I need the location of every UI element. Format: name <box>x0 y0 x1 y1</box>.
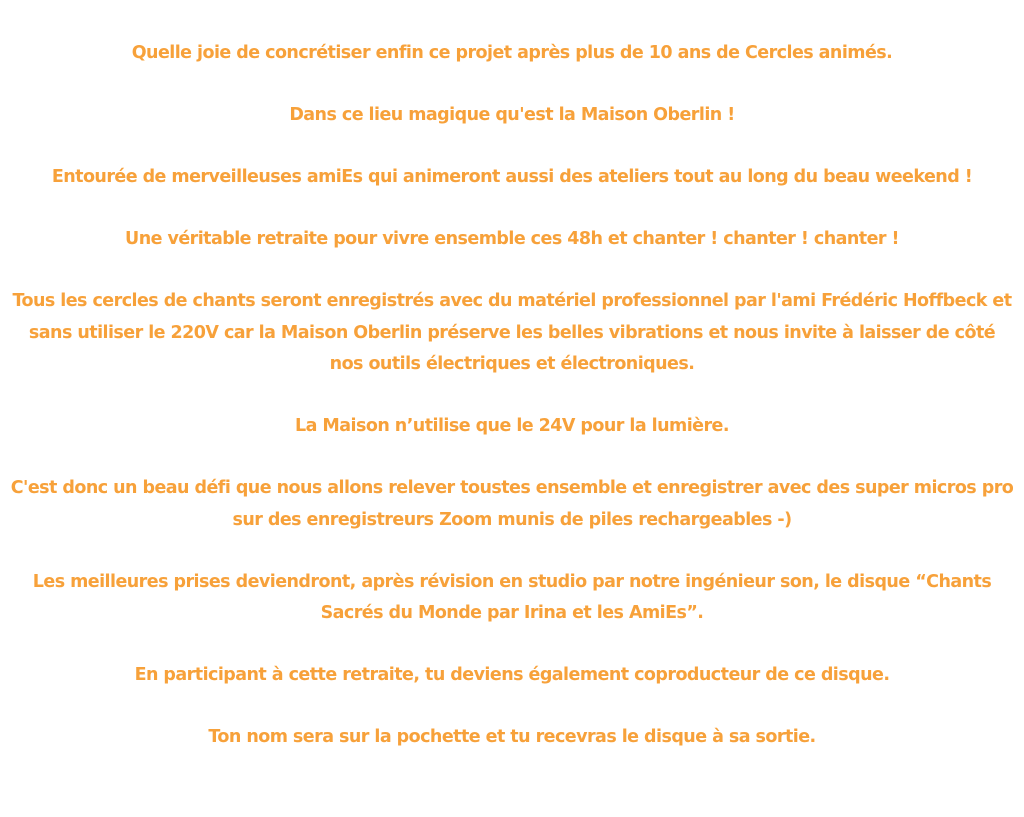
paragraph-challenge: C'est donc un beau défi que nous allons relever toustes ensemble et enregistrer avec des super micros pro sur des enregistreurs Zoom munis de piles rechargeables -) <box>10 478 1014 530</box>
paragraph-venue: Dans ce lieu magique qu'est la Maison Oberlin ! <box>289 105 735 125</box>
paragraph-recording: Tous les cercles de chants seront enregistrés avec du matériel professionnel par l'ami Frédéric Hoffbeck et sans utiliser le 220V car la Maison Oberlin préserve les belles vibrations et nous invite à laisser de côté nos outils électriques et électroniques. <box>12 291 1012 374</box>
paragraph-intro: Quelle joie de concrétiser enfin ce projet après plus de 10 ans de Cercles animés. <box>131 43 893 63</box>
paragraph-voltage: La Maison n’utilise que le 24V pour la lumière. <box>295 416 729 436</box>
paragraph-coproducer: En participant à cette retraite, tu deviens également coproducteur de ce disque. <box>134 665 890 685</box>
paragraph-retreat: Une véritable retraite pour vivre ensemble ces 48h et chanter ! chanter ! chanter ! <box>125 229 899 249</box>
paragraph-friends: Entourée de merveilleuses amiEs qui animeront aussi des ateliers tout au long du beau weekend ! <box>51 167 973 187</box>
paragraph-album: Les meilleures prises deviendront, après révision en studio par notre ingénieur son, le disque “Chants Sacrés du Monde par Irina et les AmiEs”. <box>32 571 992 623</box>
paragraph-credit: Ton nom sera sur la pochette et tu recevras le disque à sa sortie. <box>208 727 816 747</box>
